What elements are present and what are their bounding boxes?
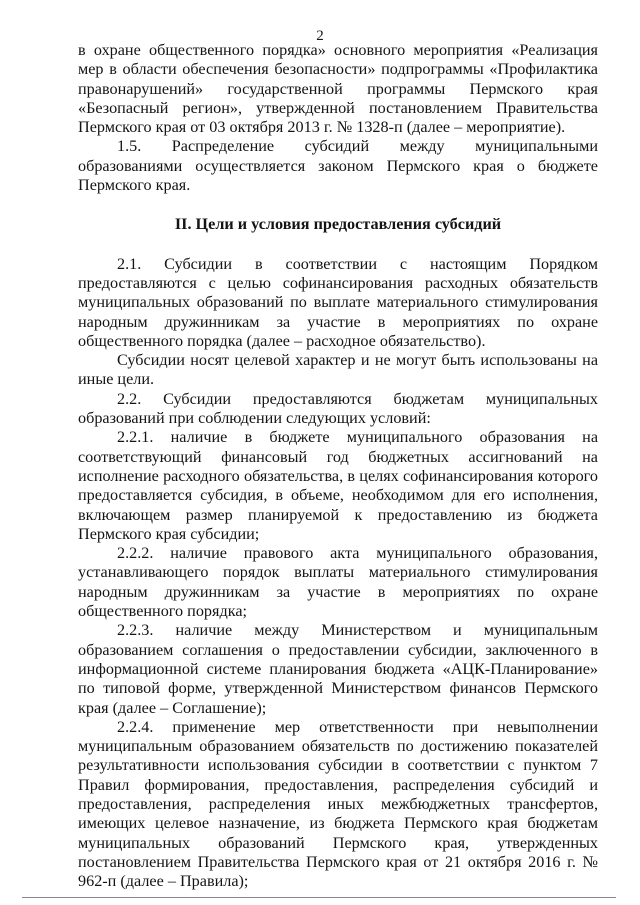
paragraph-2-2-4: 2.2.4. применение мер ответственности при невыполнении муниципальным образованием обязательств по достижению показателей результативности использования субсидии в соответствии с пунктом 7 Правил формирования, предоставления, распределения субсидий и предоставления, распределения иных межбюджетных трансфертов, имеющих целевое назначение, из бюджета Пермского края бюджетам муниципальных образований Пермского края, утвержденных постановлением Правительства Пермского края от 21 октября 2016 г. № 962-п (далее – Правила); [78,717,598,891]
paragraph-2-2-1: 2.2.1. наличие в бюджете муниципального образования на соответствующий финансовый год бюджетных ассигнований на исполнение расходного обязательства, в целях софинансирования которого предоставляется субсидия, в объеме, необходимом для его исполнения, включающем размер планируемой к предоставлению из бюджета Пермского края субсидии; [78,428,598,543]
bottom-divider [22,897,616,898]
paragraph-1-5: 1.5. Распределение субсидий между муниципальными образованиями осуществляется законом Пермского края о бюджете Пермского края. [78,137,598,195]
section-heading: II. Цели и условия предоставления субсидий [174,215,502,234]
paragraph-2-1: 2.1. Субсидии в соответствии с настоящим Порядком предоставляются с целью софинансирования расходных обязательств муниципальных образований по выплате материального стимулирования народным дружинникам за участие в мероприятиях по охране общественного порядка (далее – расходное обязательство). [78,254,598,350]
document-body [78,41,598,891]
page-number: 2 [316,28,324,44]
paragraph-subsidy-purpose: Субсидии носят целевой характер и не могут быть использованы на иные цели. [78,351,598,389]
paragraph-2-2-3: 2.2.3. наличие между Министерством и муниципальным образованием соглашения о предоставлении субсидии, заключенного в информационной системе планирования бюджета «АЦК-Планирование» по типовой форме, утвержденной Министерством финансов Пермского края (далее – Соглашение); [78,621,598,717]
paragraph-2-2: 2.2. Субсидии предоставляются бюджетам муниципальных образований при соблюдении следующих условий: [78,389,598,428]
paragraph-continuation: в охране общественного порядка» основного мероприятия «Реализация мер в области обеспечения безопасности» подпрограммы «Профилактика правонарушений» государственной программы Пермского края «Безопасный регион», утвержденной постановлением Правительства Пермского края от 03 октября 2013 г. № 1328-п (далее – мероприятие). [78,41,598,137]
paragraph-2-2-2: 2.2.2. наличие правового акта муниципального образования, устанавливающего порядок выплаты материального стимулирования народным дружинникам за участие в мероприятиях по охране общественного порядка; [78,544,598,621]
